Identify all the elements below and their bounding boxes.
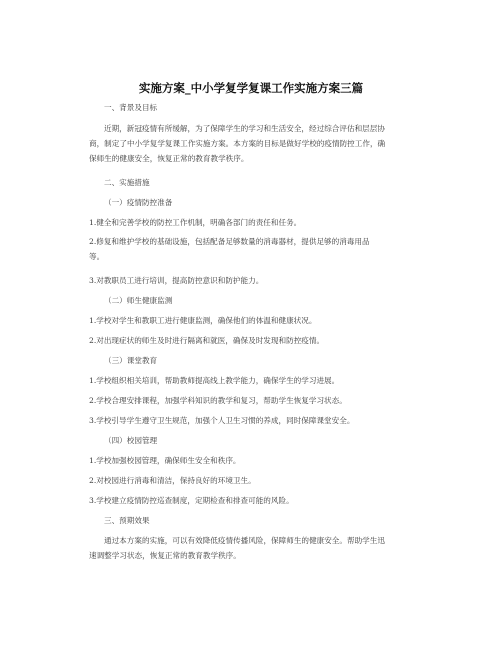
list-item: 2.对出现症状的师生及时进行隔离和就医，确保及时发现和防控疫情。 <box>89 336 325 345</box>
paragraph-line: 等。 <box>89 252 105 261</box>
list-item: 2.对校园进行消毒和清洁，保持良好的环境卫生。 <box>89 476 256 485</box>
background-paragraph <box>89 121 419 166</box>
section-heading-outcome: 三、预期效果 <box>104 516 150 525</box>
subsection-heading-prevention: （一）疫情防控准备 <box>104 198 173 207</box>
list-item: 3.对教职员工进行培训，提高防控意识和防护能力。 <box>89 276 264 285</box>
section-heading-measures: 二、实施措施 <box>104 178 150 187</box>
subsection-heading-classroom: （三）课堂教育 <box>104 356 158 365</box>
list-item: 1.学校组织相关培训，帮助教师提高线上教学能力，确保学生的学习进展。 <box>89 376 340 385</box>
list-item: 1.学校对学生和教职工进行健康监测，确保他们的体温和健康状况。 <box>89 316 317 325</box>
page-title: 实施方案_中小学复学复课工作实施方案三篇 <box>138 81 364 95</box>
paragraph-line: 速调整学习状态，恢复正常的教育教学秩序。 <box>89 551 241 560</box>
subsection-heading-campus: （四）校园管理 <box>104 436 158 445</box>
list-item: 3.学校引导学生遵守卫生规范，加强个人卫生习惯的养成，同时保障课堂安全。 <box>89 416 355 425</box>
subsection-heading-health: （二）师生健康监测 <box>104 296 173 305</box>
paragraph-line: 通过本方案的实施，可以有效降低疫情传播风险，保障师生的健康安全。帮助学生迅 <box>104 536 385 545</box>
list-item <box>89 234 419 264</box>
list-item: 3.学校建立疫情防控巡查制度，定期检查和排查可能的风险。 <box>89 496 294 505</box>
paragraph-line: 商，制定了中小学复学复课工作实施方案。本方案的目标是做好学校的疫情防控工作，确 <box>89 139 386 148</box>
paragraph-line: 保师生的健康安全，恢复正常的教育教学秩序。 <box>89 154 249 163</box>
paragraph-line: 近期，新冠疫情有所缓解，为了保障学生的学习和生活安全，经过综合评估和层层协 <box>104 124 385 133</box>
list-item: 1.学校加强校园管理，确保师生安全和秩序。 <box>89 456 241 465</box>
paragraph-line: 2.修复和维护学校的基础设施，包括配备足够数量的消毒器材，提供足够的消毒用品 <box>89 237 370 246</box>
section-heading-background: 一、背景及目标 <box>104 103 158 112</box>
outcome-paragraph <box>89 533 419 563</box>
list-item: 1.健全和完善学校的防控工作机制，明确各部门的责任和任务。 <box>89 218 302 227</box>
list-item: 2.学校合理安排课程，加强学科知识的教学和复习，帮助学生恢复学习状态。 <box>89 396 347 405</box>
